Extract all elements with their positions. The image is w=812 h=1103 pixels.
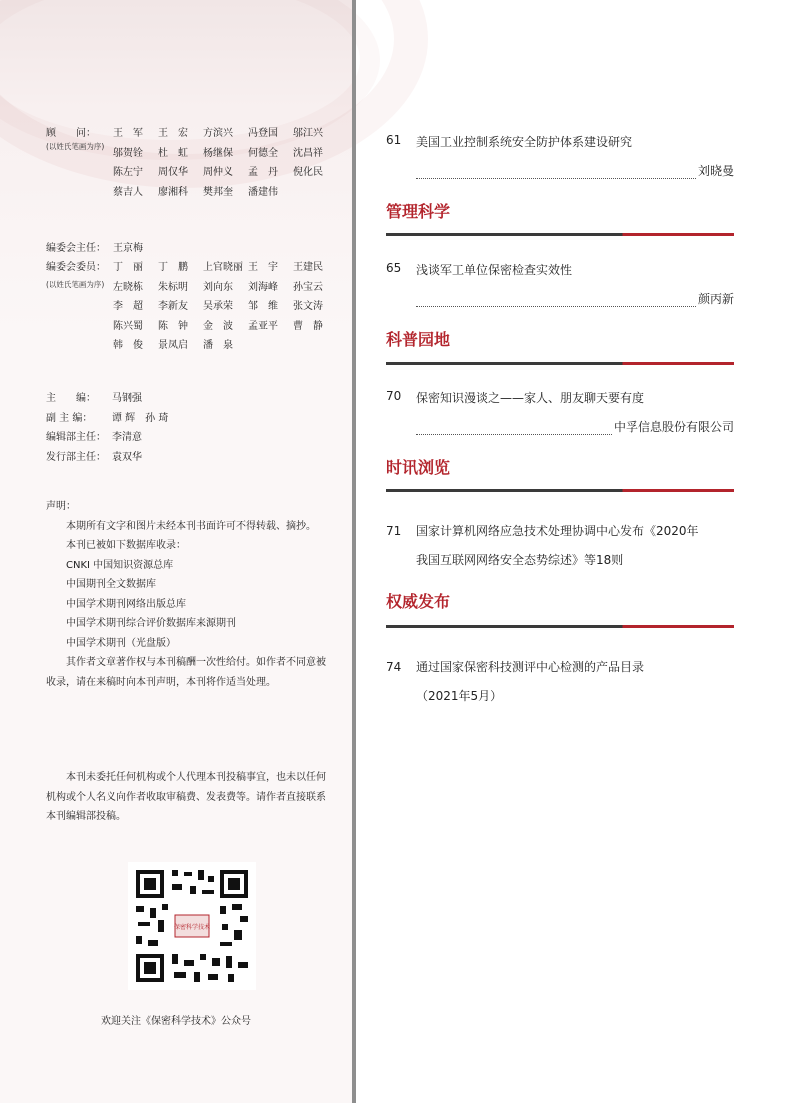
member-name: 丁 丽 <box>113 262 143 273</box>
section-heading-authority: 权威发布 <box>386 592 451 611</box>
article-title: 浅谈军工单位保密检查实效性 <box>416 263 573 277</box>
member-name: 朱标明 <box>158 281 188 293</box>
statement-p3: 其作者文章著作权与本刊稿酬一次性给付。如作者不同意被收录，请在来稿时向本刊声明，本刊将作适当处理。 <box>46 657 326 688</box>
member-name: 孙宝云 <box>293 281 323 293</box>
advisor-name: 何德全 <box>248 147 278 159</box>
toc-entry-74[interactable] <box>386 653 734 711</box>
advisors-role: 顾 问： <box>46 128 96 139</box>
db-item: 中国学术期刊综合评价数据库来源期刊 <box>66 618 236 629</box>
page-number: 65 <box>386 261 402 275</box>
advisor-name: 王 军 <box>113 128 143 139</box>
statement-title: 声明： <box>46 501 76 512</box>
member-name: 陈兴蜀 <box>113 320 143 332</box>
advisor-name: 邬江兴 <box>293 128 323 139</box>
db-item: 中国学术期刊（光盘版） <box>66 637 176 649</box>
db-item: CNKI 中国知识资源总库 <box>66 559 174 571</box>
member-name: 张文涛 <box>293 301 323 312</box>
member-name: 陈 钟 <box>158 320 188 332</box>
member-name: 左晓栋 <box>113 281 143 293</box>
advisor-row <box>113 183 337 203</box>
member-name: 潘 泉 <box>203 340 233 351</box>
member-name: 曹 静 <box>293 320 323 332</box>
member-name: 韩 俊 <box>113 340 143 351</box>
article-title-cont: 我国互联网网络安全态势综述》等18则 <box>416 553 624 567</box>
advisor-row <box>113 144 337 164</box>
toc-entry-65[interactable] <box>386 261 734 307</box>
section-rule <box>386 489 734 492</box>
article-title-cont: （2021年5月） <box>416 689 503 703</box>
statement-p2: 本刊已被如下数据库收录： <box>66 540 186 551</box>
member-name: 景凤启 <box>158 340 188 351</box>
committee-names <box>113 258 337 356</box>
advisor-name: 周仅华 <box>158 167 188 178</box>
section-heading-news: 时讯浏览 <box>386 458 451 477</box>
advisor-name: 王 宏 <box>158 128 188 139</box>
article-author: 中孚信息股份有限公司 <box>613 420 734 434</box>
member-name: 王 宇 <box>248 262 278 273</box>
section-rule <box>386 625 734 628</box>
advisors-names <box>113 124 337 202</box>
page-number: 74 <box>386 660 402 674</box>
member-name: 李新友 <box>158 301 188 312</box>
section-rule <box>386 233 734 236</box>
section-heading-management: 管理科学 <box>386 202 451 221</box>
statement-p1: 本期所有文字和图片未经本刊书面许可不得转载、摘抄。 <box>66 520 316 532</box>
staff-line: 编辑部主任： 李清意 <box>46 432 142 443</box>
advisor-name: 樊邦奎 <box>203 186 233 198</box>
staff-line: 副 主 编： 谭 辉 孙 琦 <box>46 412 169 424</box>
advisor-name: 邬贺铨 <box>113 147 143 159</box>
submission-notice <box>46 768 326 827</box>
toc-entry-71[interactable] <box>386 517 734 575</box>
advisor-name: 方滨兴 <box>203 128 233 139</box>
committee-order-note: (以姓氏笔画为序) <box>46 280 105 289</box>
advisor-row <box>113 124 337 144</box>
qr-code[interactable] <box>128 862 256 990</box>
toc-entry-61[interactable] <box>386 133 734 179</box>
staff-block <box>46 389 168 467</box>
committee-director-name: 王京梅 <box>113 243 143 254</box>
advisor-row <box>113 163 337 183</box>
advisor-name: 孟 丹 <box>248 167 278 178</box>
dot-leader <box>416 294 696 307</box>
dot-leader <box>416 422 612 435</box>
member-name: 丁 鹏 <box>158 262 188 273</box>
advisor-name: 杨继保 <box>203 147 233 159</box>
member-name: 刘海峰 <box>248 281 278 293</box>
advisors-order-note: (以姓氏笔画为序) <box>46 142 105 151</box>
staff-line: 发行部主任： 袁双华 <box>46 451 142 463</box>
member-name: 王建民 <box>293 262 323 273</box>
page-divider <box>352 0 356 1103</box>
advisor-name: 陈左宁 <box>113 167 143 178</box>
section-heading-science: 科普园地 <box>386 330 451 349</box>
qr-center-logo: 保密科学技术 <box>173 924 211 931</box>
empty-cell <box>293 336 337 356</box>
advisor-name: 廖湘科 <box>158 186 188 198</box>
copyright-statement <box>46 497 326 692</box>
committee-row <box>113 278 337 298</box>
advisor-name: 潘建伟 <box>248 186 278 198</box>
page-number: 71 <box>386 524 402 538</box>
member-name: 上官晓丽 <box>203 262 243 273</box>
dot-leader <box>416 166 696 179</box>
toc-entry-70[interactable] <box>386 389 734 435</box>
article-author: 颜丙新 <box>697 292 734 306</box>
page-number: 61 <box>386 133 402 147</box>
member-name: 吴承荣 <box>203 301 233 312</box>
member-name: 刘向东 <box>203 281 233 293</box>
staff-line: 主 编： 马钢强 <box>46 393 142 404</box>
advisor-name: 倪化民 <box>293 167 323 178</box>
db-item: 中国学术期刊网络出版总库 <box>66 598 186 610</box>
article-author: 刘晓曼 <box>697 164 734 178</box>
committee-row <box>113 297 337 317</box>
section-rule <box>386 362 734 365</box>
qr-code-graphic <box>128 862 256 990</box>
advisor-name: 杜 虹 <box>158 147 188 159</box>
db-item: 中国期刊全文数据库 <box>66 579 156 590</box>
advisor-name: 沈昌祥 <box>293 147 323 159</box>
article-title: 保密知识漫谈之——家人、朋友聊天要有度 <box>416 391 645 405</box>
member-name: 邹 维 <box>248 301 278 312</box>
page-number: 70 <box>386 389 402 403</box>
advisor-name: 蔡吉人 <box>113 186 143 198</box>
article-title: 通过国家保密科技测评中心检测的产品目录 <box>416 660 645 674</box>
committee-row <box>113 258 337 278</box>
advisor-name: 周仲义 <box>203 167 233 178</box>
article-title: 国家计算机网络应急技术处理协调中心发布《2020年 <box>416 524 699 538</box>
committee-row <box>113 317 337 337</box>
member-name: 孟亚平 <box>248 320 278 332</box>
empty-cell <box>293 183 337 203</box>
committee-row <box>113 336 337 356</box>
member-name: 李 超 <box>113 301 143 312</box>
member-name: 金 波 <box>203 320 233 332</box>
committee-members-role: 编委会委员： <box>46 262 106 273</box>
advisor-name: 冯登国 <box>248 128 278 139</box>
qr-caption: 欢迎关注《保密科学技术》公众号 <box>101 1016 251 1027</box>
empty-cell <box>248 336 292 356</box>
statement-p4: 本刊未委托任何机构或个人代理本刊投稿事宜，也未以任何机构或个人名义向作者收取审稿费、发表费等。请作者直接联系本刊编辑部投稿。 <box>46 772 326 822</box>
committee-director-role: 编委会主任： <box>46 243 106 254</box>
article-title: 美国工业控制系统安全防护体系建设研究 <box>416 135 633 149</box>
